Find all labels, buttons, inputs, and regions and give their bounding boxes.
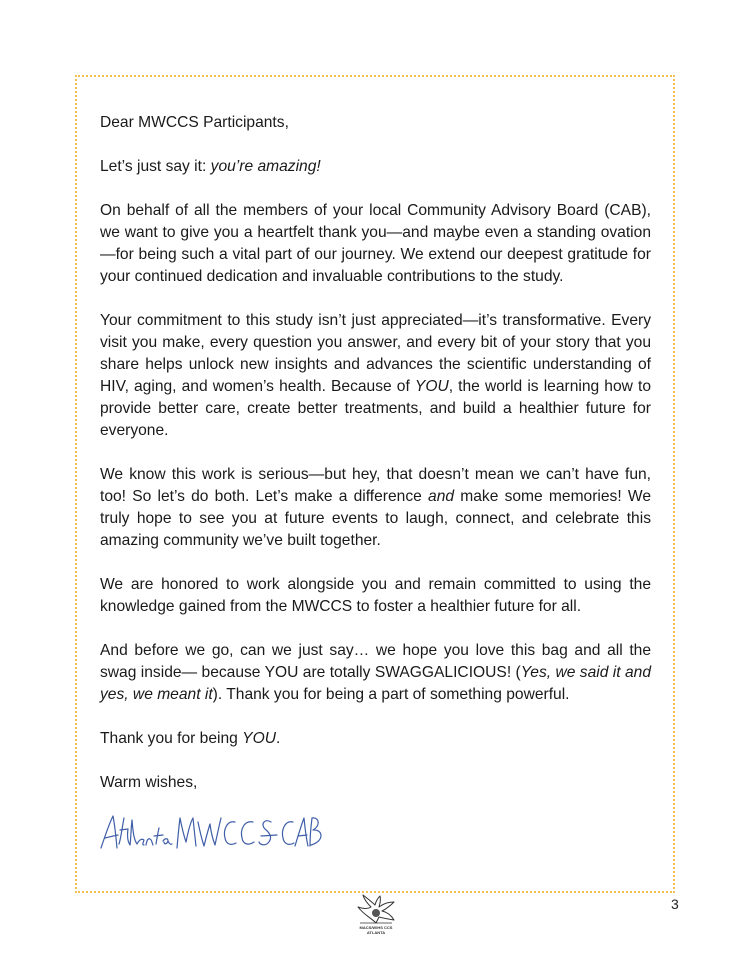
- greeting: Dear MWCCS Participants,: [100, 114, 289, 131]
- paragraph-commitment: Your commitment to this study isn’t just appreciated—it’s transformative. Every visit you make, every question you answer, and every bit of your story that you share helps unlock new insights and advances the scientific understanding of HIV, aging, and women’s health. Because of YOU, the world is learning how to provide better care, create better treatments, and build a healthier future for everyone.: [100, 312, 652, 439]
- opening-emphasis: you’re amazing!: [210, 158, 321, 175]
- logo-caption: MACS/WIHS CCS: [359, 925, 393, 930]
- phoenix-logo-icon: [352, 893, 400, 927]
- page-number: 3: [671, 896, 679, 912]
- paragraph-thanks: On behalf of all the members of your local Community Advisory Board (CAB), we want to give you a heartfelt thank you—and maybe even a standing ovation—for being such a vital part of our journey. We extend our deepest gratitude for your continued dedication and invaluable contributions to the study.: [100, 202, 651, 285]
- closing: Warm wishes,: [100, 774, 198, 791]
- paragraph-swag: And before we go, can we just say… we hope you love this bag and all the swag inside— because YOU are totally SWAGGALICIOUS! (Yes, we said it and yes, we meant it). Thank you for being a part of something powerful.: [100, 642, 651, 703]
- logo-location: ATLANTA: [366, 930, 386, 935]
- letter-body: [100, 112, 651, 816]
- opening-line: Let’s just say it: you’re amazing!: [100, 158, 321, 175]
- paragraph-honored: We are honored to work alongside you and remain committed to using the knowledge gained from the MWCCS to foster a healthier future for all.: [100, 576, 651, 615]
- paragraph-fun: We know this work is serious—but hey, that doesn’t mean we can’t have fun, too! So let’s do both. Let’s make a difference and make some memories! We truly hope to see you at future events to laugh, connect, and celebrate this amazing community we’ve built together.: [100, 466, 651, 549]
- signature-icon: [97, 808, 327, 856]
- thank-you-line: Thank you for being YOU.: [100, 730, 281, 747]
- footer-logo: [352, 893, 400, 937]
